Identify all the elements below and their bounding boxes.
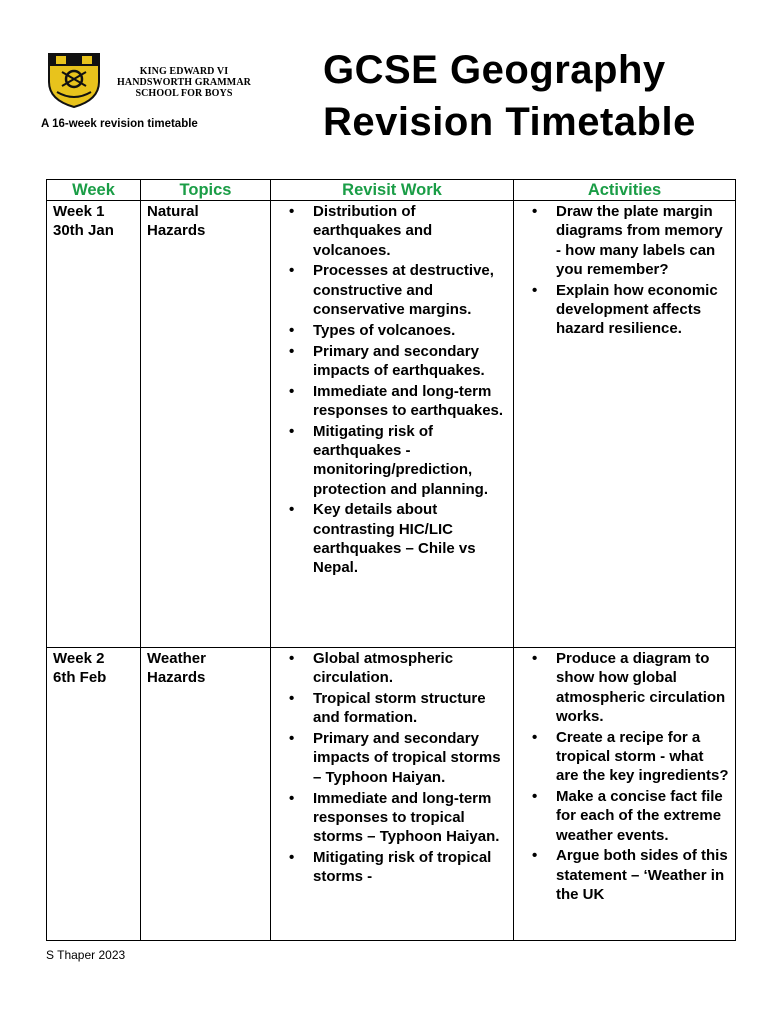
table-row xyxy=(47,201,736,648)
list-item: • Tropical storm structure and formation. xyxy=(289,689,507,728)
list-item: • Types of volcanoes. xyxy=(289,321,507,340)
list-item: • Immediate and long-term responses to earthquakes. xyxy=(289,382,507,421)
revisit-clip xyxy=(277,649,507,939)
column-header-topics: Topics xyxy=(141,180,271,201)
topic-cell: Weather Hazards xyxy=(141,648,271,941)
activities-list xyxy=(520,202,729,339)
list-item: • Make a concise fact file for each of the extreme weather events. xyxy=(532,787,729,845)
revisit-list xyxy=(277,202,507,578)
list-item: • Create a recipe for a tropical storm - what are the key ingredients? xyxy=(532,728,729,786)
list-item: • Primary and secondary impacts of tropical storms – Typhoon Haiyan. xyxy=(289,729,507,787)
page-title: GCSE Geography Revision Timetable xyxy=(323,48,696,144)
list-item: • Processes at destructive, constructive and conservative margins. xyxy=(289,261,507,319)
revision-timetable xyxy=(46,179,736,941)
list-item: • Key details about contrasting HIC/LIC earthquakes – Chile vs Nepal. xyxy=(289,500,507,577)
week-cell: Week 2 6th Feb xyxy=(47,648,141,941)
list-item: • Global atmospheric circulation. xyxy=(289,649,507,688)
activities-list xyxy=(520,649,729,904)
school-crest-icon xyxy=(47,52,101,108)
page-header xyxy=(0,0,768,175)
list-item: • Draw the plate margin diagrams from memory - how many labels can you remember? xyxy=(532,202,729,279)
list-item: • Explain how economic development affects hazard resilience. xyxy=(532,281,729,339)
list-item: • Immediate and long-term responses to tropical storms – Typhoon Haiyan. xyxy=(289,789,507,847)
activities-cell xyxy=(514,201,736,648)
activities-clip xyxy=(520,649,729,939)
activities-cell xyxy=(514,648,736,941)
column-header-revisit-work: Revisit Work xyxy=(271,180,514,201)
list-item: • Mitigating risk of tropical storms - xyxy=(289,848,507,887)
list-item: • Produce a diagram to show how global atmospheric circulation works. xyxy=(532,649,729,726)
topic-cell: Natural Hazards xyxy=(141,201,271,648)
table-row xyxy=(47,648,736,941)
table-header-row xyxy=(47,180,736,201)
list-item: • Mitigating risk of earthquakes - monitoring/prediction, protection and planning. xyxy=(289,422,507,499)
footer-author: S Thaper 2023 xyxy=(46,948,126,962)
school-name: KING EDWARD VI HANDSWORTH GRAMMAR SCHOOL FOR BOYS xyxy=(117,66,251,99)
list-item: • Distribution of earthquakes and volcanoes. xyxy=(289,202,507,260)
list-item: • Primary and secondary impacts of earthquakes. xyxy=(289,342,507,381)
list-item: • Argue both sides of this statement – ‘Weather in the UK xyxy=(532,846,729,904)
revisit-list xyxy=(277,649,507,887)
subtitle: A 16-week revision timetable xyxy=(41,118,198,130)
column-header-week: Week xyxy=(47,180,141,201)
revisit-cell xyxy=(271,201,514,648)
revisit-cell xyxy=(271,648,514,941)
week-cell: Week 1 30th Jan xyxy=(47,201,141,648)
column-header-activities: Activities xyxy=(514,180,736,201)
